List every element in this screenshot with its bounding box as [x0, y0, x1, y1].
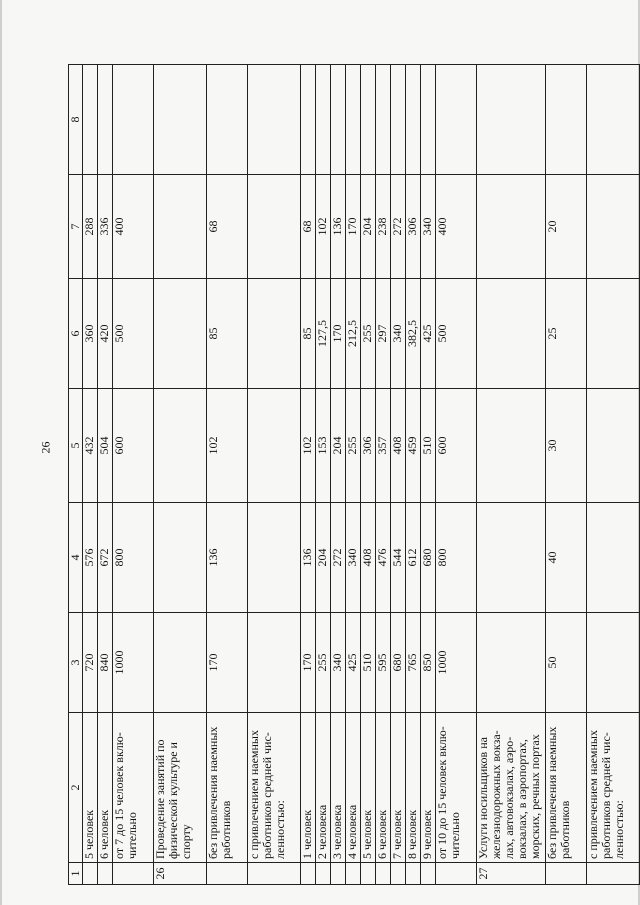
- value-cell: 340: [391, 279, 406, 389]
- row-number-cell: [113, 863, 154, 885]
- value-cell: 40: [546, 503, 587, 613]
- value-cell: [113, 65, 154, 175]
- row-number-cell: [421, 863, 436, 885]
- value-cell: 360: [83, 279, 98, 389]
- value-cell: [477, 65, 546, 175]
- value-cell: 306: [361, 389, 376, 503]
- value-cell: [248, 175, 301, 279]
- value-cell: 680: [391, 613, 406, 713]
- row-number-cell: [587, 863, 640, 885]
- table-row: [421, 65, 436, 885]
- row-number-cell: [98, 863, 113, 885]
- value-cell: 1000: [113, 613, 154, 713]
- row-label-cell: 9 человек: [421, 713, 436, 863]
- value-cell: [154, 613, 207, 713]
- header-row: [69, 65, 83, 885]
- value-cell: [361, 65, 376, 175]
- table-row: [391, 65, 406, 885]
- row-label-cell: Проведение занятий по физической культуре и спорту: [154, 713, 207, 863]
- header-cell: 1: [69, 863, 83, 885]
- row-label-cell: 8 человек: [406, 713, 421, 863]
- value-cell: 204: [361, 175, 376, 279]
- value-cell: 459: [406, 389, 421, 503]
- value-cell: 272: [331, 503, 346, 613]
- value-cell: 408: [361, 503, 376, 613]
- row-label-cell: 6 человек: [376, 713, 391, 863]
- value-cell: [154, 389, 207, 503]
- value-cell: [83, 65, 98, 175]
- row-label-cell: без привлечения наемных работников: [546, 713, 587, 863]
- value-cell: 30: [546, 389, 587, 503]
- header-cell: 7: [69, 175, 83, 279]
- value-cell: 68: [207, 175, 248, 279]
- value-cell: 204: [316, 503, 331, 613]
- table-row: [477, 65, 546, 885]
- value-cell: [248, 613, 301, 713]
- value-cell: [421, 65, 436, 175]
- row-number-cell: [331, 863, 346, 885]
- value-cell: 400: [436, 175, 477, 279]
- value-cell: 204: [331, 389, 346, 503]
- value-cell: [98, 65, 113, 175]
- value-cell: 600: [113, 389, 154, 503]
- value-cell: 136: [301, 503, 316, 613]
- row-label-cell: 7 человек: [391, 713, 406, 863]
- row-label-cell: с привлечением наемных работников средней чис-ленностью:: [248, 713, 301, 863]
- value-cell: 408: [391, 389, 406, 503]
- row-number-cell: [316, 863, 331, 885]
- row-number-cell: 26: [154, 863, 207, 885]
- value-cell: 288: [83, 175, 98, 279]
- value-cell: 102: [316, 175, 331, 279]
- value-cell: [477, 175, 546, 279]
- value-cell: [316, 65, 331, 175]
- value-cell: 595: [376, 613, 391, 713]
- table-row: [436, 65, 477, 885]
- page-number: 26: [38, 441, 53, 454]
- table-row: [587, 65, 640, 885]
- scan-edge-left: [0, 0, 2, 905]
- value-cell: 840: [98, 613, 113, 713]
- value-cell: [406, 65, 421, 175]
- value-cell: 170: [331, 279, 346, 389]
- table-row: [154, 65, 207, 885]
- table-row: [301, 65, 316, 885]
- header-cell: 8: [69, 65, 83, 175]
- value-cell: [331, 65, 346, 175]
- row-number-cell: [361, 863, 376, 885]
- value-cell: 425: [421, 279, 436, 389]
- row-number-cell: [546, 863, 587, 885]
- value-cell: 425: [346, 613, 361, 713]
- value-cell: 612: [406, 503, 421, 613]
- value-cell: 255: [361, 279, 376, 389]
- value-cell: [346, 65, 361, 175]
- value-cell: 238: [376, 175, 391, 279]
- header-cell: 6: [69, 279, 83, 389]
- value-cell: [154, 65, 207, 175]
- row-number-cell: [406, 863, 421, 885]
- value-cell: 102: [301, 389, 316, 503]
- table-row: [316, 65, 331, 885]
- table-row: [361, 65, 376, 885]
- value-cell: [477, 613, 546, 713]
- value-cell: 765: [406, 613, 421, 713]
- value-cell: 170: [346, 175, 361, 279]
- value-cell: 25: [546, 279, 587, 389]
- tariff-table: [68, 64, 640, 885]
- value-cell: 720: [83, 613, 98, 713]
- row-number-cell: [391, 863, 406, 885]
- value-cell: [248, 65, 301, 175]
- table-row: [331, 65, 346, 885]
- row-label-cell: от 10 до 15 человек вклю-чительно: [436, 713, 477, 863]
- value-cell: 510: [421, 389, 436, 503]
- value-cell: [477, 503, 546, 613]
- value-cell: 800: [113, 503, 154, 613]
- row-label-cell: 5 человек: [361, 713, 376, 863]
- row-label-cell: от 7 до 15 человек вклю-чительно: [113, 713, 154, 863]
- value-cell: [154, 503, 207, 613]
- value-cell: [546, 65, 587, 175]
- header-cell: 2: [69, 713, 83, 863]
- row-label-cell: 1 человек: [301, 713, 316, 863]
- value-cell: 600: [436, 389, 477, 503]
- row-number-cell: 27: [477, 863, 546, 885]
- value-cell: 336: [98, 175, 113, 279]
- value-cell: [248, 279, 301, 389]
- value-cell: 432: [83, 389, 98, 503]
- value-cell: 20: [546, 175, 587, 279]
- value-cell: [248, 389, 301, 503]
- value-cell: 340: [421, 175, 436, 279]
- header-cell: 4: [69, 503, 83, 613]
- value-cell: 1000: [436, 613, 477, 713]
- value-cell: [154, 279, 207, 389]
- value-cell: 170: [207, 613, 248, 713]
- value-cell: 382,5: [406, 279, 421, 389]
- row-number-cell: [83, 863, 98, 885]
- row-label-cell: 3 человека: [331, 713, 346, 863]
- table-row: [406, 65, 421, 885]
- value-cell: [587, 613, 640, 713]
- value-cell: [376, 65, 391, 175]
- value-cell: [391, 65, 406, 175]
- value-cell: 680: [421, 503, 436, 613]
- row-number-cell: [436, 863, 477, 885]
- value-cell: 800: [436, 503, 477, 613]
- table-row: [98, 65, 113, 885]
- value-cell: [301, 65, 316, 175]
- value-cell: 170: [301, 613, 316, 713]
- value-cell: 212,5: [346, 279, 361, 389]
- table-row: [83, 65, 98, 885]
- row-label-cell: Услуги носильщиков на железнодорожных вокза-лах, автовокзалах, аэро-вокзалах, в аэропортах, морских, речных портах: [477, 713, 546, 863]
- table-row: [376, 65, 391, 885]
- value-cell: 85: [207, 279, 248, 389]
- row-label-cell: без привлечения наемных работников: [207, 713, 248, 863]
- value-cell: 153: [316, 389, 331, 503]
- value-cell: 476: [376, 503, 391, 613]
- value-cell: 50: [546, 613, 587, 713]
- table-row: [546, 65, 587, 885]
- row-number-cell: [248, 863, 301, 885]
- value-cell: [207, 65, 248, 175]
- value-cell: 297: [376, 279, 391, 389]
- value-cell: [477, 389, 546, 503]
- value-cell: 85: [301, 279, 316, 389]
- value-cell: [587, 503, 640, 613]
- value-cell: 340: [346, 503, 361, 613]
- row-label-cell: с привлечением наемных работников средней чис-ленностью:: [587, 713, 640, 863]
- row-label-cell: 5 человек: [83, 713, 98, 863]
- value-cell: 255: [316, 613, 331, 713]
- value-cell: 102: [207, 389, 248, 503]
- value-cell: 420: [98, 279, 113, 389]
- row-number-cell: [207, 863, 248, 885]
- row-label-cell: 2 человека: [316, 713, 331, 863]
- value-cell: 340: [331, 613, 346, 713]
- value-cell: 357: [376, 389, 391, 503]
- value-cell: 400: [113, 175, 154, 279]
- value-cell: [587, 65, 640, 175]
- value-cell: 272: [391, 175, 406, 279]
- value-cell: 127,5: [316, 279, 331, 389]
- value-cell: 68: [301, 175, 316, 279]
- value-cell: [587, 175, 640, 279]
- value-cell: [248, 503, 301, 613]
- header-cell: 3: [69, 613, 83, 713]
- value-cell: 500: [436, 279, 477, 389]
- value-cell: 576: [83, 503, 98, 613]
- value-cell: 672: [98, 503, 113, 613]
- row-number-cell: [301, 863, 316, 885]
- value-cell: 504: [98, 389, 113, 503]
- table-row: [113, 65, 154, 885]
- row-number-cell: [346, 863, 361, 885]
- value-cell: 306: [406, 175, 421, 279]
- table-row: [248, 65, 301, 885]
- row-label-cell: 6 человек: [98, 713, 113, 863]
- row-number-cell: [376, 863, 391, 885]
- value-cell: 500: [113, 279, 154, 389]
- value-cell: 255: [346, 389, 361, 503]
- value-cell: [154, 175, 207, 279]
- value-cell: [587, 279, 640, 389]
- value-cell: 510: [361, 613, 376, 713]
- value-cell: [587, 389, 640, 503]
- value-cell: 850: [421, 613, 436, 713]
- value-cell: 136: [207, 503, 248, 613]
- value-cell: [477, 279, 546, 389]
- value-cell: [436, 65, 477, 175]
- header-cell: 5: [69, 389, 83, 503]
- row-label-cell: 4 человека: [346, 713, 361, 863]
- table-row: [207, 65, 248, 885]
- value-cell: 136: [331, 175, 346, 279]
- table-row: [346, 65, 361, 885]
- rotated-table-container: [68, 65, 628, 885]
- value-cell: 544: [391, 503, 406, 613]
